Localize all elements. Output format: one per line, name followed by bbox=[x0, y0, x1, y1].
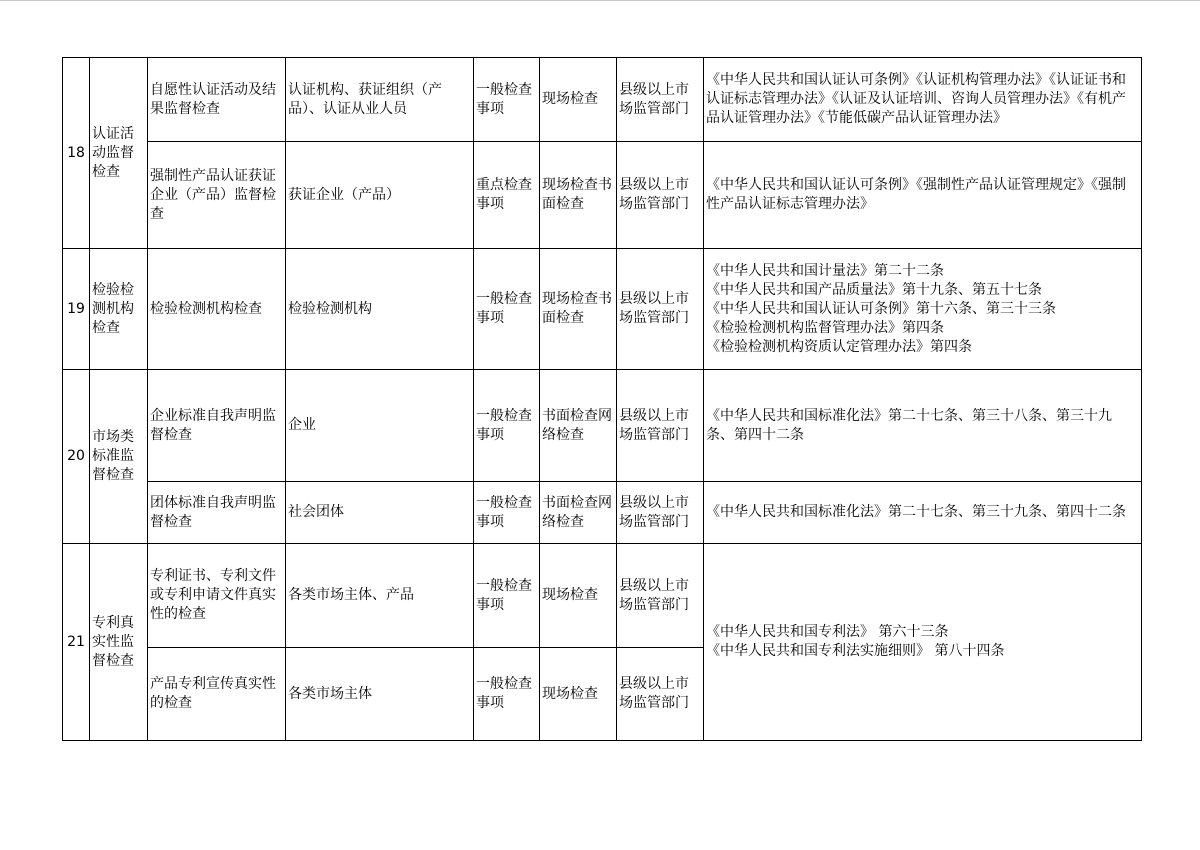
method-cell: 现场检查 bbox=[540, 648, 617, 741]
row-number: 18 bbox=[63, 58, 90, 249]
legal-basis-cell: 《中华人民共和国认证认可条例》《强制性产品认证管理规定》《强制性产品认证标志管理办法》 bbox=[704, 142, 1142, 249]
item-type-cell: 一般检查事项 bbox=[474, 544, 540, 648]
item-type-cell: 重点检查事项 bbox=[474, 142, 540, 249]
category-cell: 专利真实性监督检查 bbox=[90, 544, 148, 741]
department-cell: 县级以上市场监管部门 bbox=[617, 249, 704, 370]
item-name-cell: 强制性产品认证获证企业（产品）监督检查 bbox=[148, 142, 286, 249]
item-name-cell: 检验检测机构检查 bbox=[148, 249, 286, 370]
legal-basis-cell bbox=[704, 249, 1142, 370]
table-row bbox=[63, 370, 1142, 482]
department-cell: 县级以上市场监管部门 bbox=[617, 58, 704, 142]
method-cell: 书面检查网络检查 bbox=[540, 370, 617, 482]
legal-basis-line: 《检验检测机构监督管理办法》第四条 bbox=[706, 319, 944, 336]
objects-cell: 检验检测机构 bbox=[286, 249, 474, 370]
legal-basis-line: 《检验检测机构资质认定管理办法》第四条 bbox=[706, 338, 972, 355]
row-number: 19 bbox=[63, 249, 90, 370]
item-type-cell: 一般检查事项 bbox=[474, 58, 540, 142]
row-number: 20 bbox=[63, 370, 90, 544]
legal-basis-line: 《中华人民共和国专利法实施细则》 第八十四条 bbox=[706, 643, 1005, 659]
objects-cell: 认证机构、获证组织（产品）、认证从业人员 bbox=[286, 58, 474, 142]
row-number: 21 bbox=[63, 544, 90, 741]
legal-basis-cell bbox=[704, 544, 1142, 741]
category-cell: 市场类标准监督检查 bbox=[90, 370, 148, 544]
method-cell: 现场检查 bbox=[540, 58, 617, 142]
objects-cell: 社会团体 bbox=[286, 482, 474, 544]
objects-cell: 企业 bbox=[286, 370, 474, 482]
item-name-cell: 专利证书、专利文件或专利申请文件真实性的检查 bbox=[148, 544, 286, 648]
method-cell: 现场检查 bbox=[540, 544, 617, 648]
department-cell: 县级以上市场监管部门 bbox=[617, 482, 704, 544]
table-row bbox=[63, 482, 1142, 544]
legal-basis-cell: 《中华人民共和国认证认可条例》《认证机构管理办法》《认证证书和认证标志管理办法》《认证及认证培训、咨询人员管理办法》《有机产品认证管理办法》《节能低碳产品认证管理办法》 bbox=[704, 58, 1142, 142]
item-name-cell: 自愿性认证活动及结果监督检查 bbox=[148, 58, 286, 142]
objects-cell: 各类市场主体、产品 bbox=[286, 544, 474, 648]
department-cell: 县级以上市场监管部门 bbox=[617, 544, 704, 648]
item-type-cell: 一般检查事项 bbox=[474, 249, 540, 370]
department-cell: 县级以上市场监管部门 bbox=[617, 648, 704, 741]
legal-basis-line: 《中华人民共和国产品质量法》第十九条、第五十七条 bbox=[706, 281, 1042, 298]
category-cell: 认证活动监督检查 bbox=[90, 58, 148, 249]
method-cell: 现场检查书面检查 bbox=[540, 142, 617, 249]
table-row bbox=[63, 249, 1142, 370]
category-cell: 检验检测机构检查 bbox=[90, 249, 148, 370]
method-cell: 现场检查书面检查 bbox=[540, 249, 617, 370]
legal-basis-line: 《中华人民共和国专利法》 第六十三条 bbox=[706, 624, 949, 640]
legal-basis-cell: 《中华人民共和国标准化法》第二十七条、第三十九条、第四十二条 bbox=[704, 482, 1142, 544]
legal-basis-line: 《中华人民共和国认证认可条例》第十六条、第三十三条 bbox=[706, 300, 1056, 317]
legal-basis-line: 《中华人民共和国计量法》第二十二条 bbox=[706, 262, 944, 279]
item-name-cell: 企业标准自我声明监督检查 bbox=[148, 370, 286, 482]
item-name-cell: 产品专利宣传真实性的检查 bbox=[148, 648, 286, 741]
item-type-cell: 一般检查事项 bbox=[474, 482, 540, 544]
table-row bbox=[63, 58, 1142, 142]
objects-cell: 获证企业（产品） bbox=[286, 142, 474, 249]
legal-basis-cell: 《中华人民共和国标准化法》第二十七条、第三十八条、第三十九条、第四十二条 bbox=[704, 370, 1142, 482]
page-top-rule bbox=[0, 0, 1200, 1]
method-cell: 书面检查网络检查 bbox=[540, 482, 617, 544]
inspection-items-table bbox=[62, 57, 1142, 741]
item-type-cell: 一般检查事项 bbox=[474, 648, 540, 741]
item-type-cell: 一般检查事项 bbox=[474, 370, 540, 482]
department-cell: 县级以上市场监管部门 bbox=[617, 370, 704, 482]
objects-cell: 各类市场主体 bbox=[286, 648, 474, 741]
item-name-cell: 团体标准自我声明监督检查 bbox=[148, 482, 286, 544]
table-row bbox=[63, 544, 1142, 648]
department-cell: 县级以上市场监管部门 bbox=[617, 142, 704, 249]
table-row bbox=[63, 142, 1142, 249]
